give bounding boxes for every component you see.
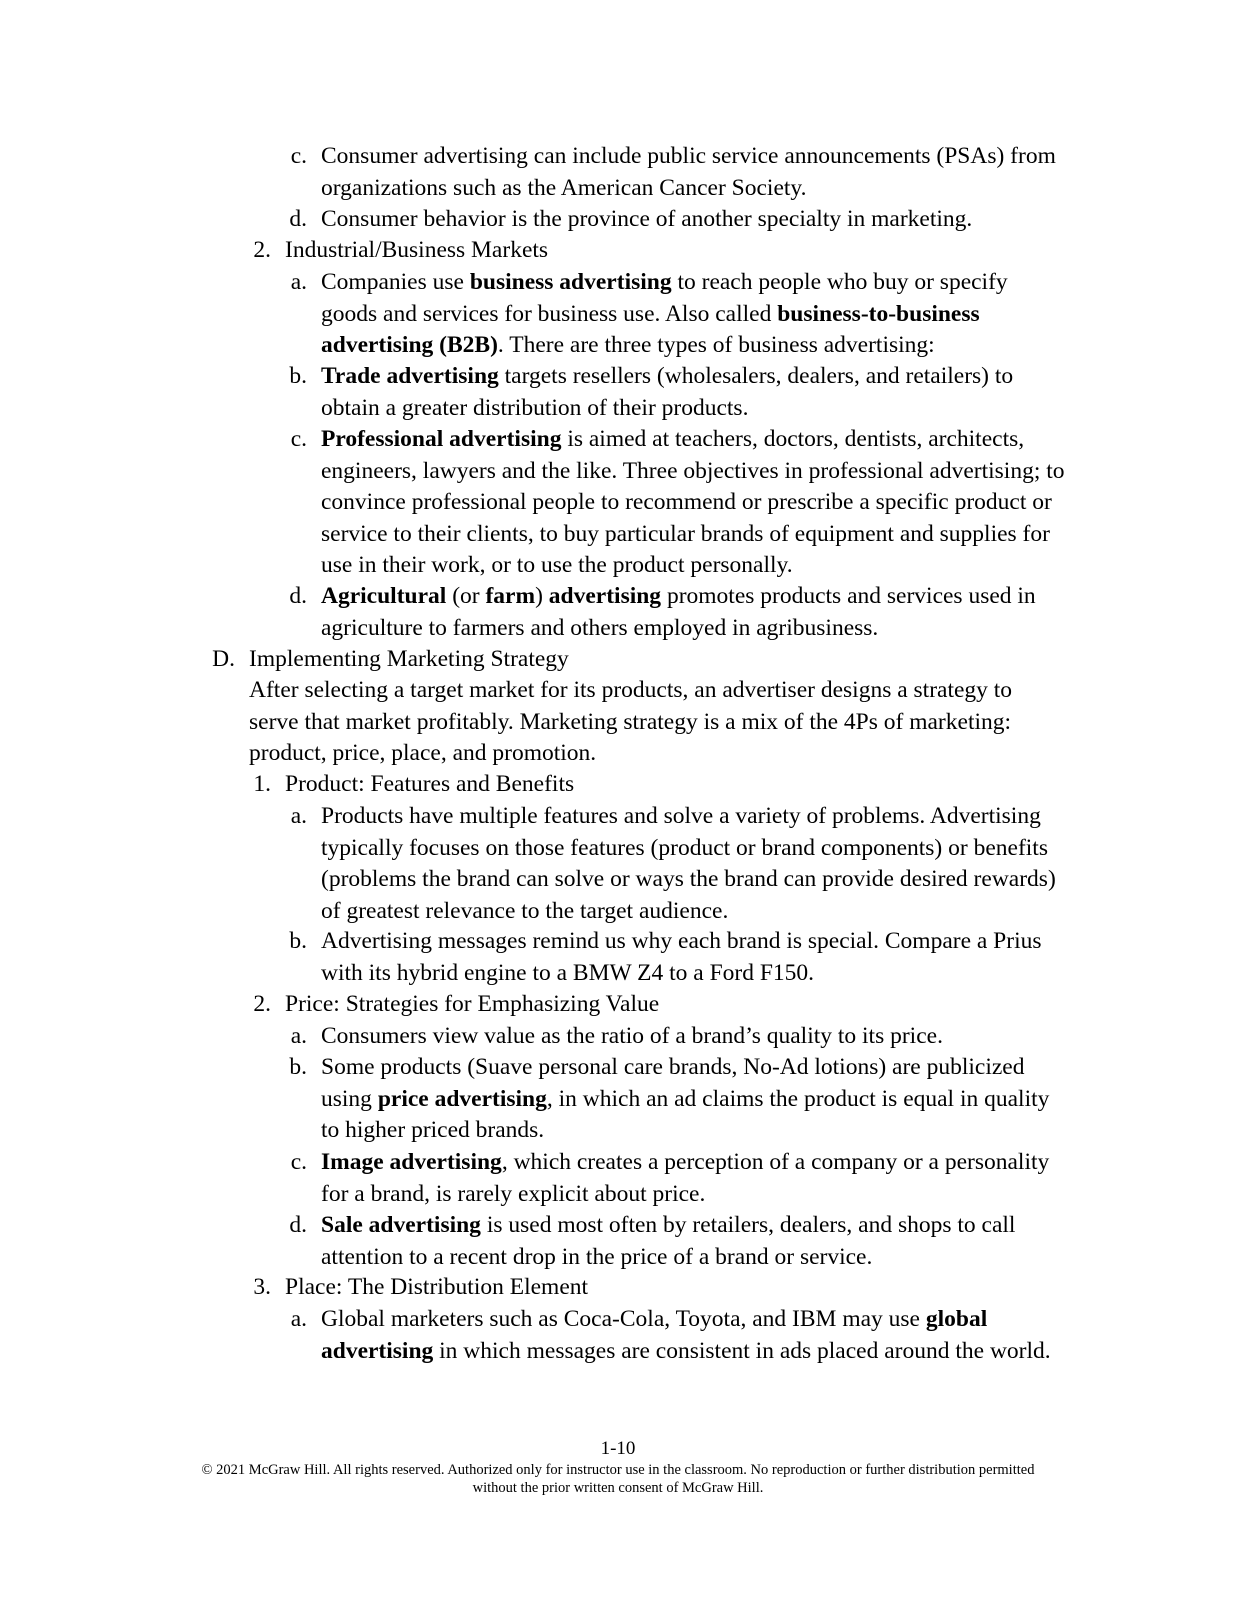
bold-term: business advertising — [469, 269, 672, 295]
list-marker: 3. — [253, 1274, 271, 1300]
list-marker: c. — [290, 1149, 307, 1175]
list-item-text — [321, 581, 1056, 644]
list-marker: 2. — [253, 991, 271, 1017]
list-item-text — [321, 204, 1071, 236]
list-item-text — [285, 769, 1071, 801]
list-item-text — [285, 1272, 1071, 1304]
text-run: Companies use — [321, 269, 470, 295]
list-item-text — [285, 235, 1071, 267]
text-run: Consumer advertising can include public service announcements (PSAs) from organizations such as the American Cancer Society. — [321, 143, 1056, 201]
text-run: to reach people who buy or specify goods and services for business use. Also called — [321, 269, 1008, 327]
bold-term: Trade advertising — [321, 363, 499, 389]
list-marker: d. — [289, 1212, 307, 1238]
list-marker: c. — [290, 143, 307, 169]
list-marker: b. — [289, 363, 307, 389]
text-run: is aimed at teachers, doctors, dentists, architects, engineers, lawyers and the like. Three objectives in professional advertising; to convince professional people to recommend or prescribe a specific product or service to their clients, to buy particular brands of equipment and supplies for use in their work, or to use the product personally. — [321, 426, 1065, 578]
list-item-text — [321, 926, 1056, 989]
list-marker: 2. — [253, 237, 271, 263]
list-marker: d. — [289, 206, 307, 232]
list-marker: b. — [289, 1054, 307, 1080]
text-run: targets resellers (wholesalers, dealers, and retailers) to obtain a greater distribution of their products. — [321, 363, 1014, 421]
text-run: ) — [535, 583, 549, 609]
list-marker: a. — [290, 1306, 307, 1332]
bold-term: Agricultural — [321, 583, 447, 609]
list-item-text — [321, 801, 1071, 927]
text-run: Implementing Marketing Strategy — [249, 646, 569, 672]
text-run: Product: Features and Benefits — [285, 771, 575, 797]
text-run: in which messages are consistent in ads placed around the world. — [433, 1337, 1051, 1364]
list-item-text — [321, 1052, 1061, 1147]
bold-term: business-to-business advertising (B2B) — [321, 300, 980, 358]
bold-term: Professional advertising — [321, 426, 562, 452]
list-marker: 1. — [253, 771, 271, 797]
text-run: Some products (Suave personal care brands, No-Ad lotions) are publicized using — [321, 1054, 1025, 1112]
copyright-line-2: without the prior written consent of McGraw Hill. — [472, 1480, 764, 1496]
bold-term: advertising — [548, 583, 662, 609]
text-run: , which creates a perception of a company or a personality for a brand, is rarely explicit about price. — [321, 1149, 1050, 1207]
text-run: Consumers view value as the ratio of a brand’s quality to its price. — [321, 1023, 943, 1049]
list-marker: D. — [212, 646, 235, 672]
list-item-text — [285, 989, 1071, 1021]
list-item-text — [321, 424, 1066, 582]
list-item-text — [321, 361, 1041, 424]
page-number: 1-10 — [600, 1438, 636, 1459]
list-marker: a. — [290, 803, 307, 829]
text-run: After selecting a target market for its products, an advertiser designs a strategy to serve that market profitably. Marketing strategy is a mix of the 4Ps of marketing: product, price, place, and promotion. — [249, 677, 1013, 766]
text-run: . There are three types of business advertising: — [497, 332, 935, 358]
text-run: Consumer behavior is the province of another specialty in marketing. — [321, 206, 973, 232]
list-item-text — [249, 675, 1035, 770]
bold-term: global advertising — [321, 1306, 988, 1364]
list-item-text — [249, 644, 1035, 676]
list-marker: c. — [290, 426, 307, 452]
list-item-text — [321, 141, 1071, 204]
text-run: Place: The Distribution Element — [285, 1274, 589, 1300]
text-run: Industrial/Business Markets — [285, 237, 549, 263]
list-item-text — [321, 1304, 1066, 1367]
list-item-text — [321, 1021, 1071, 1053]
list-item-text — [321, 1147, 1061, 1210]
list-marker: a. — [290, 269, 307, 295]
text-run: , in which an ad claims the product is equal in quality to higher priced brands. — [321, 1085, 1050, 1143]
list-marker: b. — [289, 928, 307, 954]
text-run: Advertising messages remind us why each brand is special. Compare a Prius with its hybrid engine to a BMW Z4 to a Ford F150. — [321, 928, 1042, 986]
list-item-text — [321, 267, 1021, 362]
text-run: promotes products and services used in agriculture to farmers and others employed in agribusiness. — [321, 583, 1036, 641]
bold-term: Image advertising — [321, 1149, 502, 1175]
bold-term: Sale advertising — [321, 1212, 481, 1238]
text-run: is used most often by retailers, dealers, and shops to call attention to a recent drop in the price of a brand or service. — [321, 1212, 1016, 1270]
bold-term: farm — [485, 583, 536, 609]
list-marker: a. — [290, 1023, 307, 1049]
list-marker: d. — [289, 583, 307, 609]
text-run: (or — [446, 583, 486, 609]
copyright-line-1: © 2021 McGraw Hill. All rights reserved. Authorized only for instructor use in the classroom. No reproduction or further distribution permitted — [201, 1462, 1035, 1478]
text-run: Global marketers such as Coca-Cola, Toyota, and IBM may use — [321, 1306, 926, 1332]
bold-term: price advertising — [377, 1085, 547, 1112]
text-run: Products have multiple features and solve a variety of problems. Advertising typically focuses on those features (product or brand components) or benefits (problems the brand can solve or ways the brand can provide desired rewards) of greatest relevance to the target audience. — [321, 803, 1056, 924]
text-run: Price: Strategies for Emphasizing Value — [285, 991, 660, 1017]
list-item-text — [321, 1210, 1031, 1273]
